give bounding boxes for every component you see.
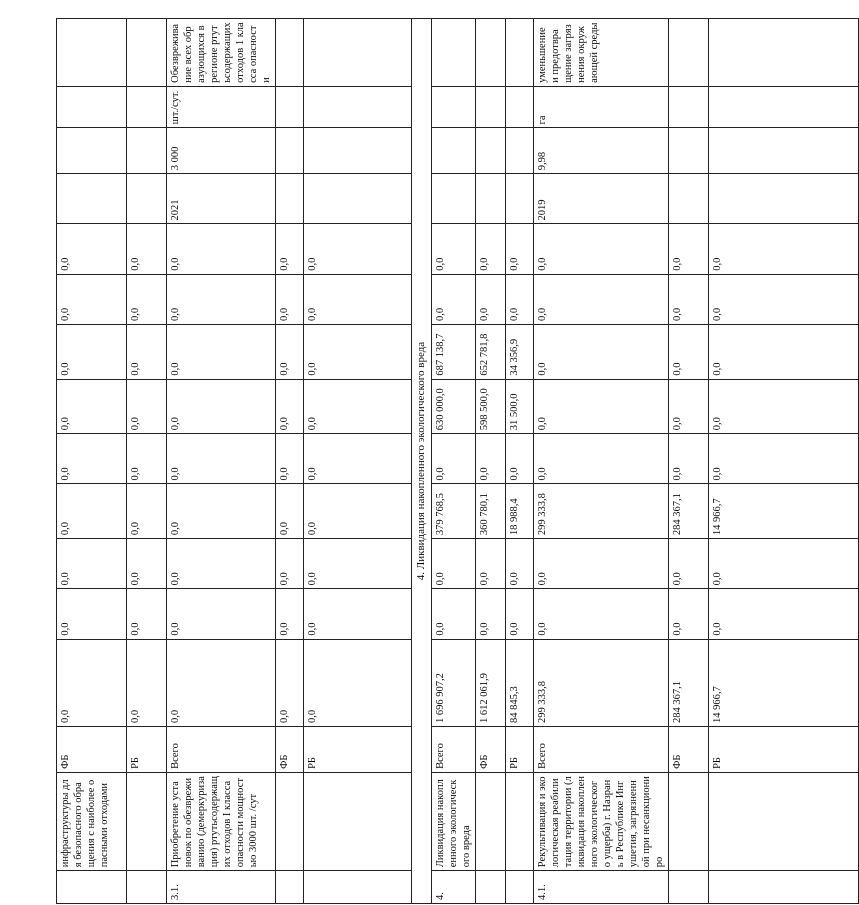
table-row [57, 19, 127, 904]
row-number [127, 871, 167, 904]
value-cell: 598 500,0 [476, 379, 506, 434]
value-cell: 0,0 [57, 434, 127, 484]
value-cell: 652 781,8 [476, 325, 506, 380]
value-cell: 0,0 [127, 224, 167, 274]
result-cell [506, 19, 534, 87]
unit-cell [709, 86, 859, 128]
row-name: инфраструктуры для безопасного обращения с наиболее опасными отходами [57, 772, 127, 870]
value-cell: 18 988,4 [506, 484, 534, 539]
rotated-table-sheet [56, 18, 723, 904]
value-cell: 0,0 [57, 379, 127, 434]
value-cell: 0,0 [167, 484, 276, 539]
value-cell: 1 612 061,9 [476, 639, 506, 726]
unit-cell [127, 86, 167, 128]
section-title: 4. Ликвидация накопленного экологического вреда [412, 19, 432, 904]
value-cell: 0,0 [506, 539, 534, 589]
funding-source: Всего [534, 727, 669, 773]
value-cell: 630 000,0 [432, 379, 476, 434]
result-cell [304, 19, 412, 87]
result-cell [709, 19, 859, 87]
row-number [506, 871, 534, 904]
value-cell: 0,0 [57, 589, 127, 639]
value-cell: 0,0 [276, 379, 304, 434]
row-name [709, 772, 859, 870]
year-cell [57, 174, 127, 224]
value-cell: 0,0 [127, 639, 167, 726]
funding-source: Всего [167, 727, 276, 773]
value-cell: 0,0 [506, 224, 534, 274]
value-cell: 0,0 [709, 589, 859, 639]
value-cell: 0,0 [506, 274, 534, 324]
value-cell: 0,0 [669, 274, 709, 324]
year-cell: 2019 [534, 174, 669, 224]
row-name [476, 772, 506, 870]
table-row [167, 19, 276, 904]
table-row [127, 19, 167, 904]
value-cell: 0,0 [476, 589, 506, 639]
year-cell [709, 174, 859, 224]
value-cell: 0,0 [534, 539, 669, 589]
value-cell: 0,0 [534, 224, 669, 274]
value-cell: 0,0 [57, 639, 127, 726]
value-cell: 0,0 [534, 589, 669, 639]
year-cell: 2021 [167, 174, 276, 224]
value-cell: 0,0 [506, 589, 534, 639]
value-cell: 0,0 [167, 224, 276, 274]
table-row [476, 19, 506, 904]
funding-source: РБ [709, 727, 859, 773]
value-cell: 0,0 [304, 589, 412, 639]
year-cell [304, 174, 412, 224]
result-cell: Обезвреживание всех образующихся в регионе ртутьсодержащих отходов 1 класса опасности [167, 19, 276, 87]
value-cell: 0,0 [304, 639, 412, 726]
value-cell: 0,0 [432, 224, 476, 274]
row-number: 3.1. [167, 871, 276, 904]
value-cell: 0,0 [304, 379, 412, 434]
value-cell: 0,0 [304, 434, 412, 484]
value-cell: 0,0 [709, 325, 859, 380]
table-row [506, 19, 534, 904]
value-cell: 0,0 [669, 379, 709, 434]
row-name: Рекультивация и экологическая реабилитация территории (ликвидация накопленного экологического ущерба) г. Назрань в Республике Ингушетия, загрязненной при несанкциониро [534, 772, 669, 870]
row-number: 4.1. [534, 871, 669, 904]
table-row [432, 19, 476, 904]
value-cell: 1 696 907,2 [432, 639, 476, 726]
value-cell: 0,0 [669, 589, 709, 639]
value-cell: 0,0 [432, 434, 476, 484]
table-row [276, 19, 304, 904]
unit-cell: га [534, 86, 669, 128]
value-cell: 0,0 [709, 224, 859, 274]
unit-cell [506, 86, 534, 128]
value-cell: 284 367,1 [669, 639, 709, 726]
quantity-cell [127, 128, 167, 174]
year-cell [276, 174, 304, 224]
value-cell: 0,0 [57, 274, 127, 324]
value-cell: 0,0 [57, 325, 127, 380]
row-name: Приобретение установок по обезвреживанию (демеркуризация) ртутьсодержащих отходов I класса опасности мощностью 3000 шт. /сут [167, 772, 276, 870]
value-cell: 0,0 [304, 325, 412, 380]
unit-cell [669, 86, 709, 128]
value-cell: 0,0 [476, 434, 506, 484]
quantity-cell: 3 000 [167, 128, 276, 174]
value-cell: 0,0 [57, 484, 127, 539]
row-number [57, 871, 127, 904]
row-number: 4. [432, 871, 476, 904]
result-cell [476, 19, 506, 87]
row-name [276, 772, 304, 870]
value-cell: 0,0 [276, 274, 304, 324]
value-cell: 0,0 [709, 434, 859, 484]
quantity-cell [432, 128, 476, 174]
unit-cell: шт./сут. [167, 86, 276, 128]
value-cell: 299 333,8 [534, 639, 669, 726]
value-cell: 0,0 [304, 224, 412, 274]
value-cell: 0,0 [432, 274, 476, 324]
row-number [276, 871, 304, 904]
quantity-cell [276, 128, 304, 174]
value-cell: 0,0 [127, 325, 167, 380]
unit-cell [276, 86, 304, 128]
unit-cell [304, 86, 412, 128]
year-cell [506, 174, 534, 224]
budget-table [56, 18, 859, 904]
value-cell: 0,0 [127, 274, 167, 324]
value-cell: 31 500,0 [506, 379, 534, 434]
value-cell: 0,0 [709, 274, 859, 324]
quantity-cell: 9,98 [534, 128, 669, 174]
value-cell: 687 138,7 [432, 325, 476, 380]
quantity-cell [304, 128, 412, 174]
value-cell: 0,0 [167, 589, 276, 639]
value-cell: 0,0 [127, 379, 167, 434]
value-cell: 0,0 [167, 539, 276, 589]
value-cell: 0,0 [127, 589, 167, 639]
value-cell: 0,0 [534, 379, 669, 434]
value-cell: 284 367,1 [669, 484, 709, 539]
quantity-cell [709, 128, 859, 174]
funding-source: ФБ [276, 727, 304, 773]
value-cell: 0,0 [57, 539, 127, 589]
value-cell: 379 768,5 [432, 484, 476, 539]
row-number [709, 871, 859, 904]
value-cell: 0,0 [167, 274, 276, 324]
value-cell: 0,0 [127, 434, 167, 484]
value-cell: 0,0 [276, 484, 304, 539]
table-row [304, 19, 412, 904]
table-row [534, 19, 669, 904]
value-cell: 0,0 [669, 434, 709, 484]
row-name: Ликвидация накопленного экологического вреда [432, 772, 476, 870]
value-cell: 14 966,7 [709, 484, 859, 539]
value-cell: 0,0 [304, 539, 412, 589]
value-cell: 299 333,8 [534, 484, 669, 539]
value-cell: 0,0 [167, 434, 276, 484]
row-name [669, 772, 709, 870]
value-cell: 0,0 [669, 539, 709, 589]
row-name [127, 772, 167, 870]
unit-cell [476, 86, 506, 128]
row-number [669, 871, 709, 904]
funding-source: РБ [127, 727, 167, 773]
value-cell: 0,0 [276, 325, 304, 380]
quantity-cell [669, 128, 709, 174]
value-cell: 14 966,7 [709, 639, 859, 726]
row-number [476, 871, 506, 904]
year-cell [127, 174, 167, 224]
unit-cell [57, 86, 127, 128]
row-name [304, 772, 412, 870]
result-cell [669, 19, 709, 87]
quantity-cell [57, 128, 127, 174]
value-cell: 0,0 [167, 325, 276, 380]
value-cell: 0,0 [167, 639, 276, 726]
value-cell: 0,0 [276, 434, 304, 484]
funding-source: ФБ [476, 727, 506, 773]
value-cell: 0,0 [304, 484, 412, 539]
value-cell: 360 780,1 [476, 484, 506, 539]
value-cell: 0,0 [276, 589, 304, 639]
quantity-cell [506, 128, 534, 174]
value-cell: 0,0 [276, 224, 304, 274]
table-row [669, 19, 709, 904]
value-cell: 0,0 [57, 224, 127, 274]
funding-source: ФБ [57, 727, 127, 773]
value-cell: 0,0 [506, 434, 534, 484]
value-cell: 0,0 [476, 274, 506, 324]
value-cell: 0,0 [709, 539, 859, 589]
value-cell: 34 356,9 [506, 325, 534, 380]
row-name [506, 772, 534, 870]
value-cell: 0,0 [276, 539, 304, 589]
table-row [709, 19, 859, 904]
value-cell: 0,0 [534, 274, 669, 324]
quantity-cell [476, 128, 506, 174]
value-cell: 0,0 [669, 325, 709, 380]
funding-source: РБ [506, 727, 534, 773]
result-cell [127, 19, 167, 87]
result-cell [432, 19, 476, 87]
value-cell: 0,0 [127, 539, 167, 589]
value-cell: 0,0 [167, 379, 276, 434]
funding-source: Всего [432, 727, 476, 773]
value-cell: 0,0 [534, 325, 669, 380]
value-cell: 0,0 [432, 589, 476, 639]
result-cell: уменьшение и предотвращение загрязнения окружающей среды [534, 19, 669, 87]
value-cell: 0,0 [432, 539, 476, 589]
value-cell: 0,0 [534, 434, 669, 484]
value-cell: 84 845,3 [506, 639, 534, 726]
funding-source: ФБ [669, 727, 709, 773]
value-cell: 0,0 [127, 484, 167, 539]
value-cell: 0,0 [304, 274, 412, 324]
value-cell: 0,0 [669, 224, 709, 274]
year-cell [669, 174, 709, 224]
unit-cell [432, 86, 476, 128]
value-cell: 0,0 [476, 539, 506, 589]
section-row [412, 19, 432, 904]
year-cell [476, 174, 506, 224]
value-cell: 0,0 [276, 639, 304, 726]
value-cell: 0,0 [709, 379, 859, 434]
funding-source: РБ [304, 727, 412, 773]
value-cell: 0,0 [476, 224, 506, 274]
year-cell [432, 174, 476, 224]
result-cell [276, 19, 304, 87]
row-number [304, 871, 412, 904]
result-cell [57, 19, 127, 87]
